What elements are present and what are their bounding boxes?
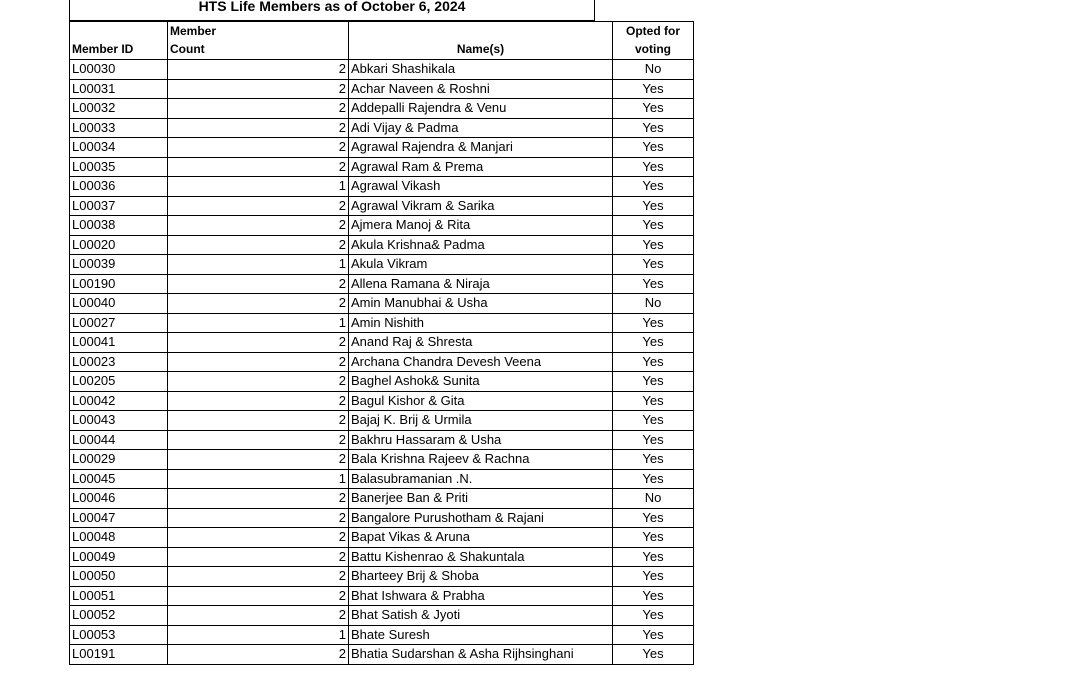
- member-name-cell: Bharteey Brij & Shoba: [349, 567, 613, 587]
- member-id-cell: L00029: [70, 450, 168, 470]
- member-count-cell: 2: [168, 528, 349, 548]
- member-count-cell: 2: [168, 294, 349, 314]
- member-name-cell: Archana Chandra Devesh Veena: [349, 352, 613, 372]
- table-row: [70, 372, 694, 392]
- member-name-cell: Amin Manubhai & Usha: [349, 294, 613, 314]
- opted-voting-cell: Yes: [613, 274, 694, 294]
- member-id-cell: L00039: [70, 255, 168, 275]
- member-name-cell: Ajmera Manoj & Rita: [349, 216, 613, 236]
- member-id-cell: L00020: [70, 235, 168, 255]
- member-name-cell: Bala Krishna Rajeev & Rachna: [349, 450, 613, 470]
- table-row: [70, 625, 694, 645]
- header-names: [349, 22, 613, 60]
- opted-voting-cell: Yes: [613, 196, 694, 216]
- member-id-cell: L00038: [70, 216, 168, 236]
- table-row: [70, 567, 694, 587]
- table-row: [70, 469, 694, 489]
- member-name-cell: Battu Kishenrao & Shakuntala: [349, 547, 613, 567]
- header-opted-line1: Opted for: [626, 24, 680, 38]
- member-count-cell: 1: [168, 469, 349, 489]
- table-row: [70, 606, 694, 626]
- member-id-cell: L00190: [70, 274, 168, 294]
- members-sheet: [69, 0, 680, 665]
- member-count-cell: 1: [168, 313, 349, 333]
- opted-voting-cell: Yes: [613, 235, 694, 255]
- member-count-cell: 1: [168, 177, 349, 197]
- member-id-cell: L00027: [70, 313, 168, 333]
- header-row: [70, 22, 694, 60]
- table-row: [70, 216, 694, 236]
- table-row: [70, 430, 694, 450]
- member-count-cell: 2: [168, 274, 349, 294]
- opted-voting-cell: Yes: [613, 177, 694, 197]
- header-opted-for-voting: [613, 22, 694, 60]
- member-id-cell: L00033: [70, 118, 168, 138]
- table-body: [70, 60, 694, 665]
- member-id-cell: L00036: [70, 177, 168, 197]
- table-row: [70, 586, 694, 606]
- members-table: [69, 21, 694, 665]
- member-id-cell: L00035: [70, 157, 168, 177]
- member-id-cell: L00045: [70, 469, 168, 489]
- member-id-cell: L00205: [70, 372, 168, 392]
- member-count-cell: 2: [168, 118, 349, 138]
- member-name-cell: Bapat Vikas & Aruna: [349, 528, 613, 548]
- table-row: [70, 99, 694, 119]
- member-count-cell: 2: [168, 430, 349, 450]
- opted-voting-cell: Yes: [613, 352, 694, 372]
- member-count-cell: 2: [168, 157, 349, 177]
- member-count-cell: 1: [168, 255, 349, 275]
- member-name-cell: Bakhru Hassaram & Usha: [349, 430, 613, 450]
- opted-voting-cell: Yes: [613, 255, 694, 275]
- member-count-cell: 2: [168, 216, 349, 236]
- member-name-cell: Allena Ramana & Niraja: [349, 274, 613, 294]
- opted-voting-cell: Yes: [613, 411, 694, 431]
- header-member-id: [70, 22, 168, 60]
- member-name-cell: Akula Vikram: [349, 255, 613, 275]
- table-row: [70, 235, 694, 255]
- member-name-cell: Balasubramanian .N.: [349, 469, 613, 489]
- opted-voting-cell: Yes: [613, 313, 694, 333]
- header-member-count-line1: Member: [170, 24, 217, 38]
- member-id-cell: L00051: [70, 586, 168, 606]
- member-id-cell: L00049: [70, 547, 168, 567]
- opted-voting-cell: No: [613, 294, 694, 314]
- table-row: [70, 196, 694, 216]
- opted-voting-cell: Yes: [613, 430, 694, 450]
- member-count-cell: 2: [168, 606, 349, 626]
- member-count-cell: 2: [168, 391, 349, 411]
- member-name-cell: Bhat Ishwara & Prabha: [349, 586, 613, 606]
- table-row: [70, 313, 694, 333]
- member-count-cell: 2: [168, 372, 349, 392]
- member-id-cell: L00052: [70, 606, 168, 626]
- member-id-cell: L00046: [70, 489, 168, 509]
- member-count-cell: 2: [168, 586, 349, 606]
- table-row: [70, 157, 694, 177]
- table-row: [70, 79, 694, 99]
- member-count-cell: 2: [168, 567, 349, 587]
- member-name-cell: Achar Naveen & Roshni: [349, 79, 613, 99]
- member-count-cell: 1: [168, 625, 349, 645]
- member-name-cell: Bajaj K. Brij & Urmila: [349, 411, 613, 431]
- member-name-cell: Bhate Suresh: [349, 625, 613, 645]
- member-count-cell: 2: [168, 489, 349, 509]
- member-count-cell: 2: [168, 79, 349, 99]
- member-id-cell: L00053: [70, 625, 168, 645]
- member-name-cell: Agrawal Rajendra & Manjari: [349, 138, 613, 158]
- member-id-cell: L00047: [70, 508, 168, 528]
- member-name-cell: Banerjee Ban & Priti: [349, 489, 613, 509]
- table-row: [70, 274, 694, 294]
- table-row: [70, 294, 694, 314]
- member-name-cell: Agrawal Vikash: [349, 177, 613, 197]
- table-row: [70, 177, 694, 197]
- opted-voting-cell: Yes: [613, 118, 694, 138]
- header-opted-line2: voting: [635, 42, 671, 56]
- opted-voting-cell: Yes: [613, 606, 694, 626]
- opted-voting-cell: No: [613, 489, 694, 509]
- opted-voting-cell: No: [613, 60, 694, 80]
- member-name-cell: Agrawal Vikram & Sarika: [349, 196, 613, 216]
- member-name-cell: Amin Nishith: [349, 313, 613, 333]
- table-row: [70, 645, 694, 665]
- sheet-title: HTS Life Members as of October 6, 2024: [69, 0, 595, 21]
- opted-voting-cell: Yes: [613, 586, 694, 606]
- member-name-cell: Bhatia Sudarshan & Asha Rijhsinghani: [349, 645, 613, 665]
- member-name-cell: Bangalore Purushotham & Rajani: [349, 508, 613, 528]
- opted-voting-cell: Yes: [613, 99, 694, 119]
- member-id-cell: L00050: [70, 567, 168, 587]
- member-name-cell: Adi Vijay & Padma: [349, 118, 613, 138]
- member-count-cell: 2: [168, 547, 349, 567]
- member-name-cell: Bagul Kishor & Gita: [349, 391, 613, 411]
- opted-voting-cell: Yes: [613, 333, 694, 353]
- opted-voting-cell: Yes: [613, 450, 694, 470]
- table-row: [70, 333, 694, 353]
- member-name-cell: Bhat Satish & Jyoti: [349, 606, 613, 626]
- member-count-cell: 2: [168, 352, 349, 372]
- member-id-cell: L00030: [70, 60, 168, 80]
- opted-voting-cell: Yes: [613, 216, 694, 236]
- member-count-cell: 2: [168, 60, 349, 80]
- member-count-cell: 2: [168, 235, 349, 255]
- table-row: [70, 255, 694, 275]
- opted-voting-cell: Yes: [613, 547, 694, 567]
- opted-voting-cell: Yes: [613, 625, 694, 645]
- member-id-cell: L00023: [70, 352, 168, 372]
- opted-voting-cell: Yes: [613, 372, 694, 392]
- opted-voting-cell: Yes: [613, 469, 694, 489]
- table-header: [70, 22, 694, 60]
- table-row: [70, 118, 694, 138]
- opted-voting-cell: Yes: [613, 79, 694, 99]
- member-id-cell: L00042: [70, 391, 168, 411]
- member-id-cell: L00041: [70, 333, 168, 353]
- opted-voting-cell: Yes: [613, 508, 694, 528]
- member-id-cell: L00040: [70, 294, 168, 314]
- member-id-cell: L00191: [70, 645, 168, 665]
- member-id-cell: L00032: [70, 99, 168, 119]
- member-name-cell: Agrawal Ram & Prema: [349, 157, 613, 177]
- member-id-cell: L00043: [70, 411, 168, 431]
- table-row: [70, 352, 694, 372]
- member-id-cell: L00037: [70, 196, 168, 216]
- table-row: [70, 528, 694, 548]
- member-count-cell: 2: [168, 196, 349, 216]
- member-count-cell: 2: [168, 333, 349, 353]
- member-name-cell: Anand Raj & Shresta: [349, 333, 613, 353]
- table-row: [70, 489, 694, 509]
- table-row: [70, 391, 694, 411]
- header-names-label: Name(s): [456, 42, 505, 56]
- member-name-cell: Addepalli Rajendra & Venu: [349, 99, 613, 119]
- header-member-count: [168, 22, 349, 60]
- opted-voting-cell: Yes: [613, 645, 694, 665]
- member-count-cell: 2: [168, 138, 349, 158]
- member-count-cell: 2: [168, 645, 349, 665]
- member-name-cell: Abkari Shashikala: [349, 60, 613, 80]
- table-row: [70, 508, 694, 528]
- header-member-count-line2: Count: [170, 42, 205, 56]
- member-name-cell: Akula Krishna& Padma: [349, 235, 613, 255]
- table-row: [70, 450, 694, 470]
- member-count-cell: 2: [168, 99, 349, 119]
- member-count-cell: 2: [168, 508, 349, 528]
- member-id-cell: L00031: [70, 79, 168, 99]
- member-count-cell: 2: [168, 450, 349, 470]
- table-row: [70, 411, 694, 431]
- table-row: [70, 138, 694, 158]
- opted-voting-cell: Yes: [613, 528, 694, 548]
- table-row: [70, 547, 694, 567]
- member-id-cell: L00044: [70, 430, 168, 450]
- opted-voting-cell: Yes: [613, 157, 694, 177]
- member-id-cell: L00034: [70, 138, 168, 158]
- table-row: [70, 60, 694, 80]
- header-member-id-label: Member ID: [72, 42, 134, 56]
- opted-voting-cell: Yes: [613, 391, 694, 411]
- opted-voting-cell: Yes: [613, 138, 694, 158]
- member-count-cell: 2: [168, 411, 349, 431]
- opted-voting-cell: Yes: [613, 567, 694, 587]
- member-id-cell: L00048: [70, 528, 168, 548]
- member-name-cell: Baghel Ashok& Sunita: [349, 372, 613, 392]
